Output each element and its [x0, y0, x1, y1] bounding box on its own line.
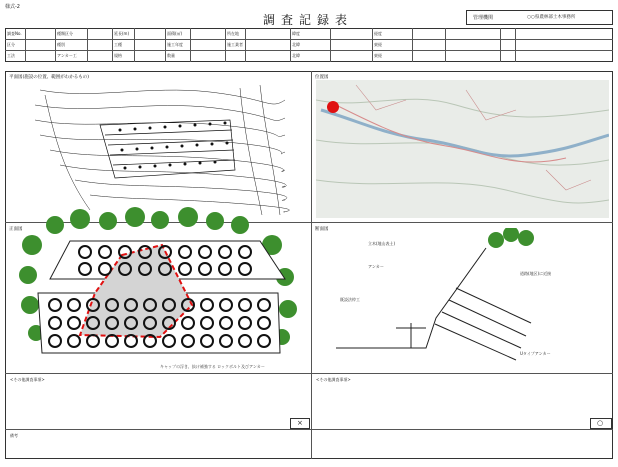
mark-o: ○ — [597, 419, 604, 427]
agency-box — [466, 10, 613, 25]
remarks-left-title: <その他調査事項> — [10, 377, 45, 382]
footer-label: 備考 — [10, 433, 18, 438]
header-cell: 調査No. — [7, 31, 22, 36]
header-cell: 規格 — [114, 53, 122, 58]
header-cell: 緯度 — [292, 31, 300, 36]
header-table — [5, 28, 613, 62]
plan-drawing — [30, 80, 290, 218]
section-right-note: 道路(地区)に近接 — [520, 271, 552, 276]
front-annotation: キャップの浮き、抜け補強する ロックボルト及びアンカー — [160, 364, 265, 369]
header-cell: 北緯 — [292, 42, 300, 47]
plan-label: 平面図(施設の位置、範囲がわかるもの) — [9, 75, 90, 80]
front-label: 正面図 — [9, 227, 23, 232]
header-cell: 延長(m) — [114, 31, 130, 36]
header-cell: 東経 — [374, 42, 382, 47]
location-label: 位置図 — [315, 75, 329, 80]
page-title: 調査記録表 — [263, 13, 354, 27]
header-cell: 種別 — [57, 42, 65, 47]
mark-x: × — [297, 419, 303, 427]
header-cell: 施工年度 — [167, 42, 183, 47]
remarks-right-title: <その他調査事項> — [316, 377, 351, 382]
header-cell: 種類区分 — [57, 31, 73, 36]
agency-name: ○○県農林部土木事務所 — [527, 15, 576, 20]
section-bottom-note: Uタイプアンカー — [520, 351, 551, 356]
section-left-note: 既設法枠工 — [340, 297, 360, 302]
header-cell: 面積(㎡) — [167, 31, 183, 36]
section-legend: アンカー — [368, 264, 384, 269]
location-map — [316, 80, 609, 218]
header-cell: 所在地 — [227, 31, 239, 36]
form-number: 様式-2 — [5, 4, 20, 10]
section-top-note: 立木(地山表土) — [368, 241, 396, 246]
header-cell: 施工業者 — [227, 42, 243, 47]
header-cell: 数量 — [167, 53, 175, 58]
header-cell: 東経 — [374, 53, 382, 58]
front-drawing — [10, 205, 308, 371]
header-cell: 工種 — [114, 42, 122, 47]
header-cell: 経度 — [374, 31, 382, 36]
header-cell: 区分 — [7, 42, 15, 47]
header-cell: 北緯 — [292, 53, 300, 58]
section-label: 断面図 — [315, 227, 329, 232]
agency-label: 管理機関 — [473, 15, 494, 21]
header-cell: アンカー工 — [57, 53, 77, 58]
location-marker — [327, 101, 339, 113]
header-cell: 工法 — [7, 53, 15, 58]
